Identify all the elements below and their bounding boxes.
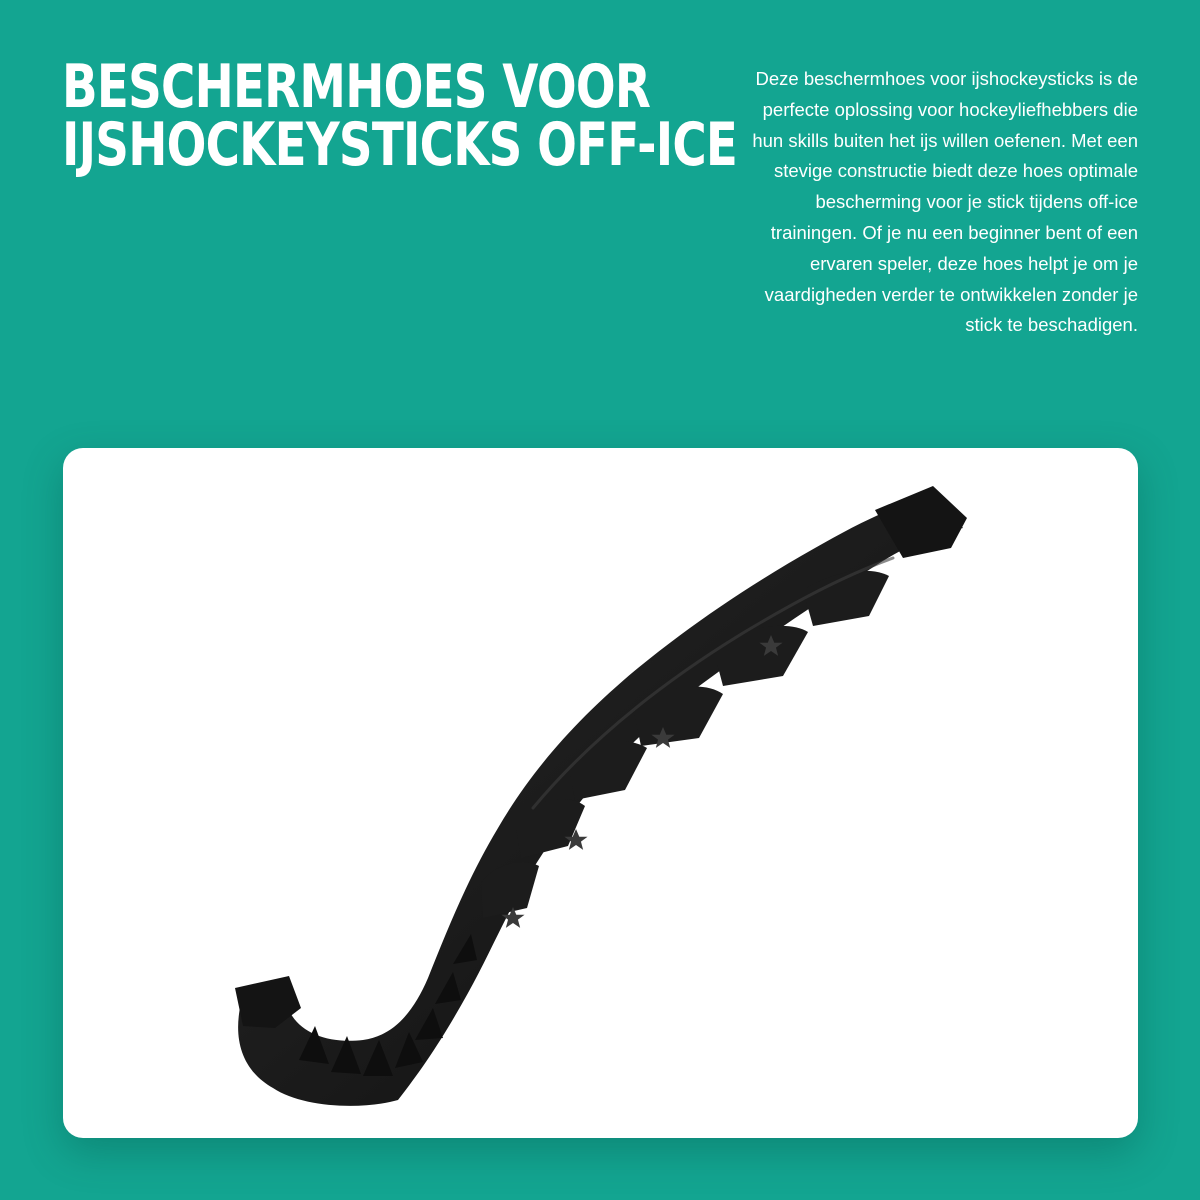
hockey-blade-cover-image <box>63 448 1138 1138</box>
blade-cover-segments <box>481 571 889 918</box>
title-line-1: BESCHERMHOES VOOR <box>62 52 651 122</box>
page-title <box>62 52 738 180</box>
product-image-card <box>63 448 1138 1138</box>
product-description: Deze beschermhoes voor ijshockeysticks is de perfecte oplossing voor hockeyliefhebbers die hun skills buiten het ijs willen oefenen. Met een stevige constructie biedt deze hoes optimale bescherming voor je stick tijdens off-ice trainingen. Of je nu een beginner bent of een ervaren speler, deze hoes helpt je om je vaardigheden verder te ontwikkelen zonder je stick te beschadigen. <box>752 68 1138 336</box>
title-line-2: IJSHOCKEYSTICKS OFF-ICE <box>62 110 738 180</box>
